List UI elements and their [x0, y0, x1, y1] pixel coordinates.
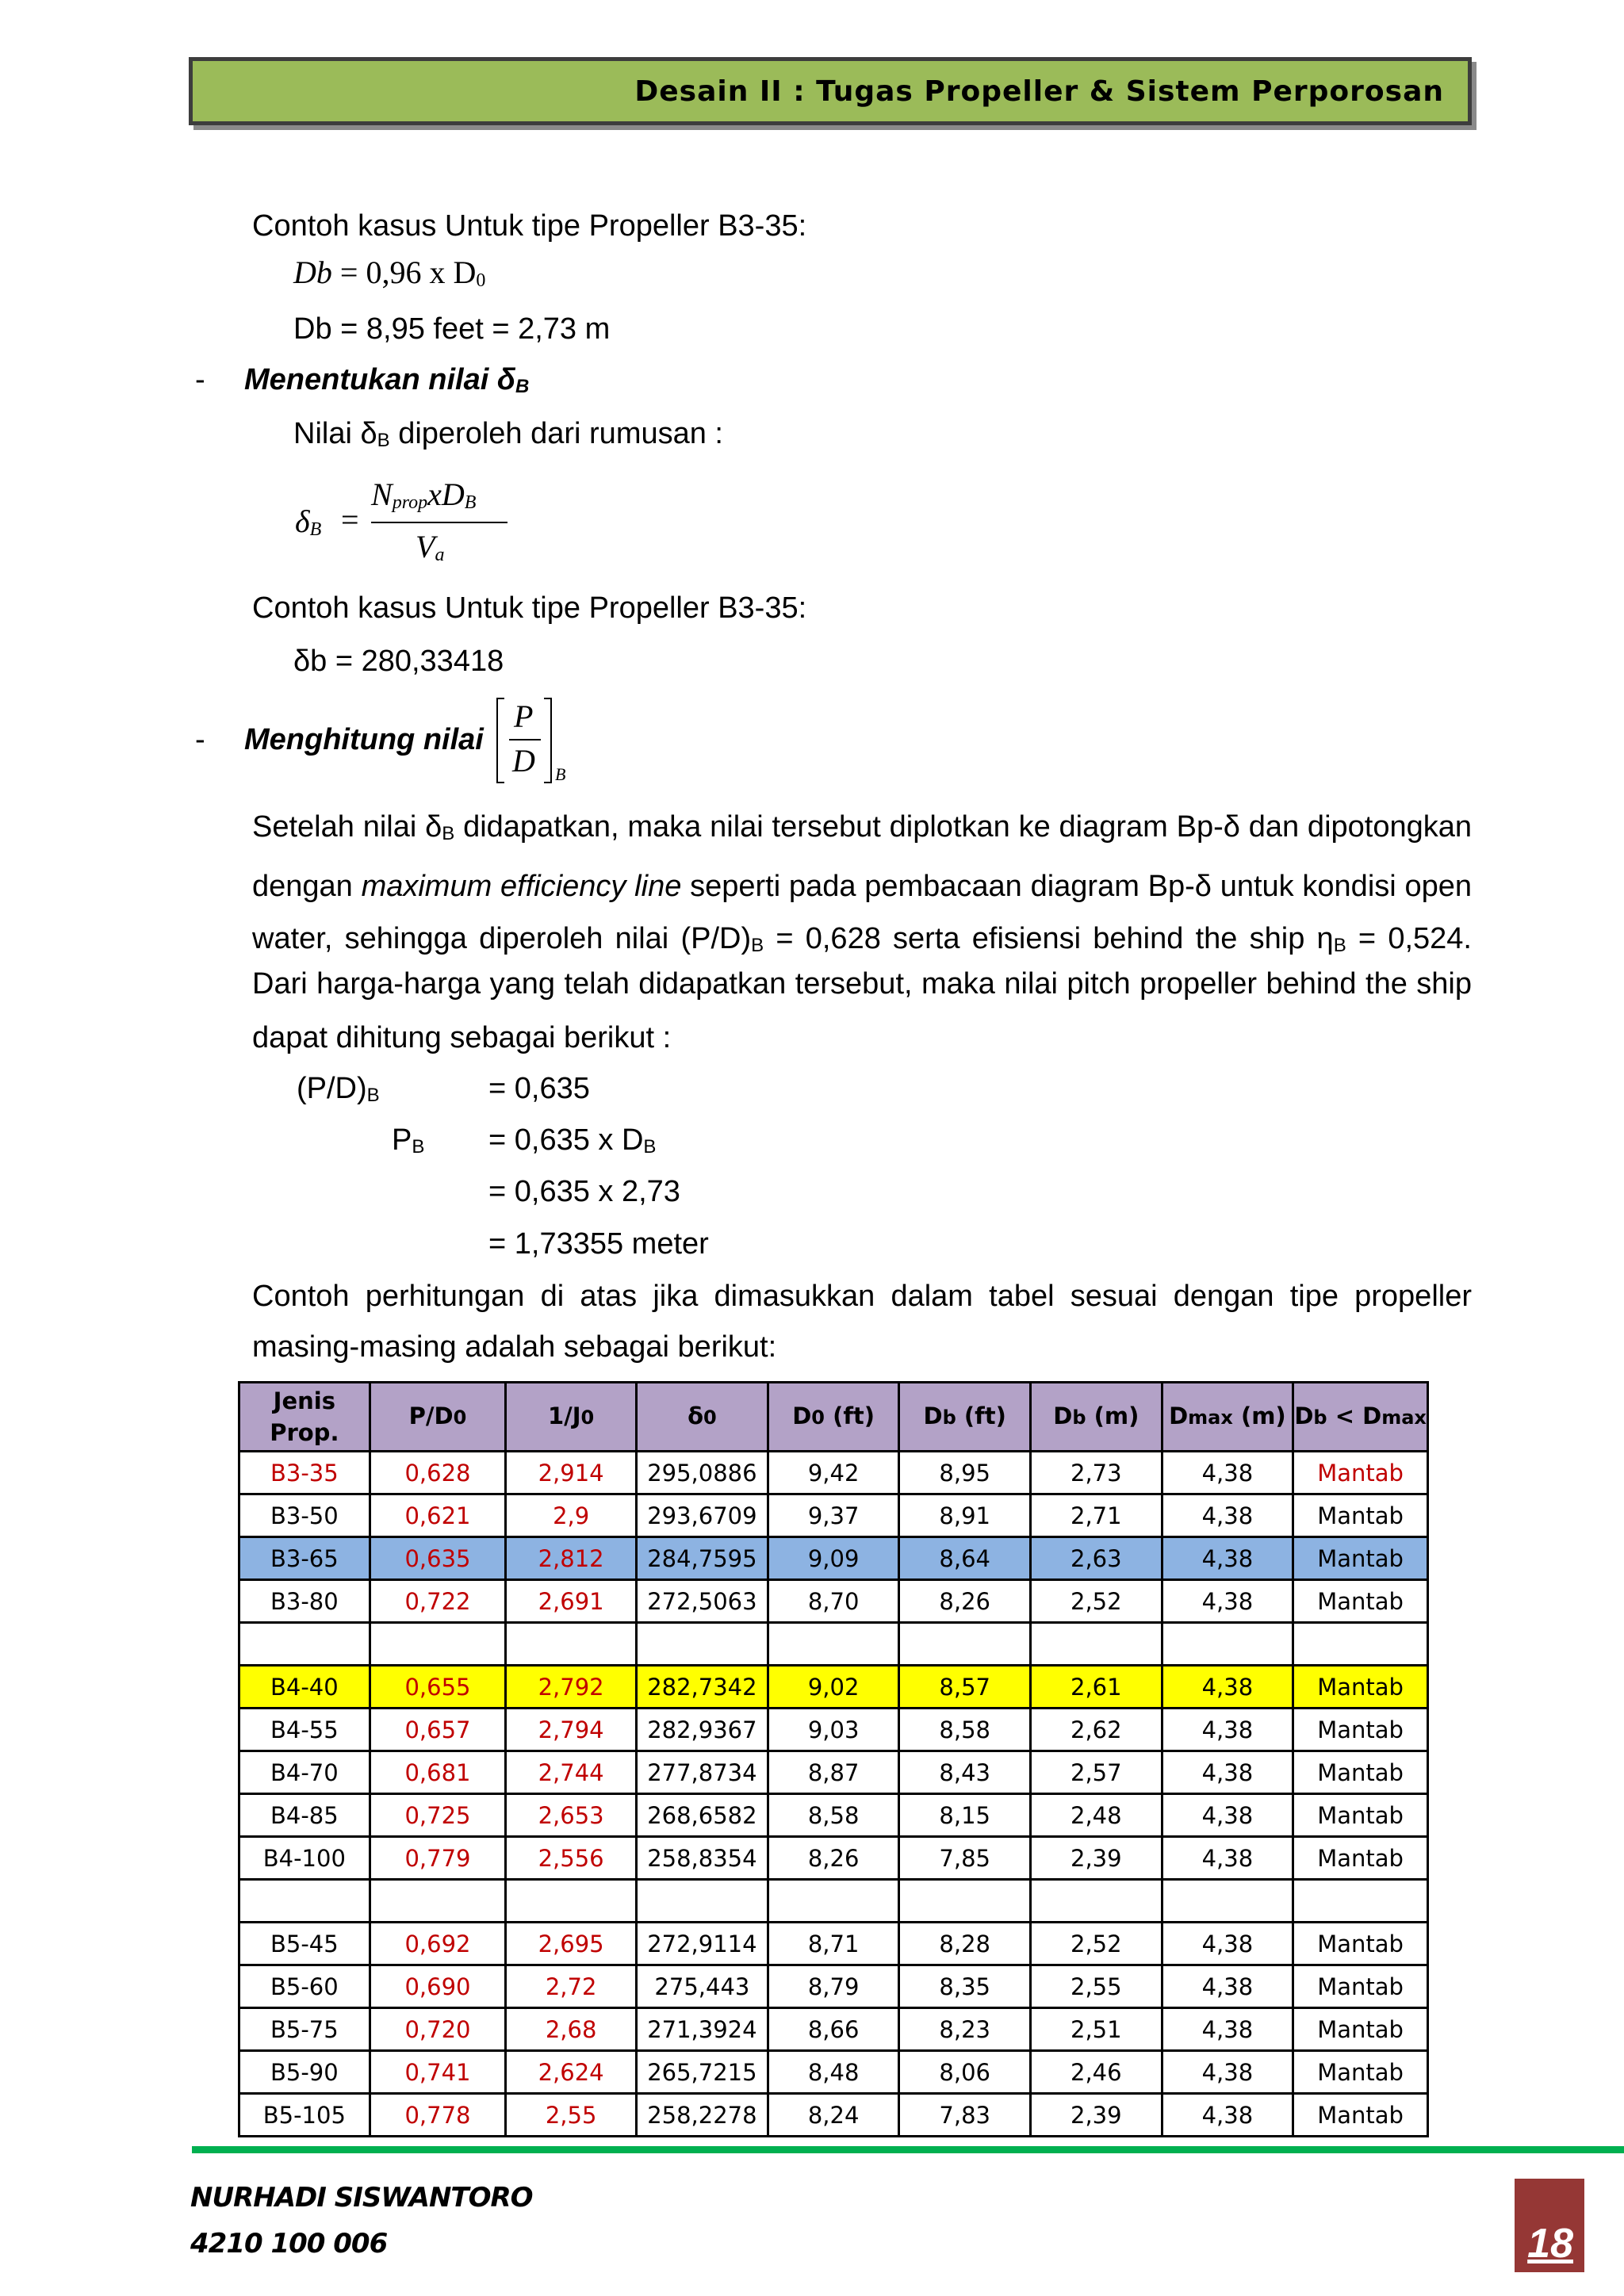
table-cell: 0,722: [370, 1580, 506, 1623]
table-row: [239, 1537, 1428, 1580]
table-cell: 9,37: [768, 1494, 899, 1537]
calc-step-2: = 0,635 x 2,73: [488, 1175, 680, 1208]
table-cell: 4,38: [1162, 1709, 1293, 1751]
table-cell: 8,06: [899, 2051, 1031, 2094]
header-delta: [636, 1383, 768, 1452]
paragraph-3-line-2: masing-masing adalah sebagai berikut:: [252, 1330, 777, 1364]
table-cell: 8,58: [899, 1709, 1031, 1751]
table-cell: 282,7342: [636, 1666, 768, 1709]
header-cmp-sub2: max: [1381, 1406, 1427, 1429]
table-cell: 4,38: [1162, 1923, 1293, 1965]
table-cell: 8,43: [899, 1751, 1031, 1794]
p1-l1-a: Setelah nilai δ: [252, 810, 442, 844]
formula-delta-num-n: N: [371, 476, 393, 512]
nilai-suffix: diperoleh dari rumusan :: [398, 417, 723, 450]
table-cell: 9,09: [768, 1537, 899, 1580]
table-cell: B4-40: [239, 1666, 370, 1709]
table-cell: 0,741: [370, 2051, 506, 2094]
table-cell: 4,38: [1162, 2008, 1293, 2051]
table-cell: [636, 1623, 768, 1666]
header-dbm-unit: (m): [1086, 1402, 1139, 1429]
table-cell: 2,52: [1031, 1580, 1162, 1623]
table-cell: 4,38: [1162, 1494, 1293, 1537]
header-jenis-2: Prop.: [270, 1419, 339, 1446]
table-cell: 4,38: [1162, 1965, 1293, 2008]
p1-l3-c: = 0,628 serta efisiensi behind the ship η: [764, 922, 1334, 955]
table-cell: 0,692: [370, 1923, 506, 1965]
bullet-1-text: Menentukan nilai: [244, 363, 489, 396]
table-cell: 2,55: [506, 2094, 637, 2137]
p1-l2-c: seperti pada pembacaan diagram Bp-δ untuk kondisi open: [690, 870, 1472, 903]
table-cell: [768, 1880, 899, 1923]
table-cell: 8,28: [899, 1923, 1031, 1965]
table-cell: 275,443: [636, 1965, 768, 2008]
paragraph-1-line-1: [252, 801, 1472, 860]
formula-delta-den: V: [416, 529, 435, 564]
table-cell: 4,38: [1162, 1452, 1293, 1494]
paragraph-1: [252, 801, 1472, 972]
header-pd-sub: 0: [453, 1406, 467, 1429]
table-cell: 2,73: [1031, 1452, 1162, 1494]
table-row: [239, 2008, 1428, 2051]
header-d0-text: D: [792, 1402, 812, 1429]
table-cell: 8,26: [768, 1837, 899, 1880]
table-cell: 272,9114: [636, 1923, 768, 1965]
table-cell: Mantab: [1293, 1452, 1428, 1494]
table-header-row: [239, 1383, 1428, 1452]
nilai-symbol-sub: B: [377, 430, 390, 451]
table-row: [239, 1923, 1428, 1965]
paragraph-2-line-1: Dari harga-harga yang telah didapatkan tersebut, maka nilai pitch propeller behind the ship: [252, 967, 1472, 1001]
table-cell: [1293, 1880, 1428, 1923]
header-dbft-unit: (ft): [956, 1402, 1006, 1429]
p1-l2-a: dengan: [252, 870, 353, 903]
formula-delta-denominator: [416, 528, 444, 566]
table-cell: 8,91: [899, 1494, 1031, 1537]
right-bracket: [544, 698, 552, 783]
bullet-2-frac-den: D: [512, 743, 535, 779]
table-cell: 2,744: [506, 1751, 637, 1794]
table-cell: [1031, 1880, 1162, 1923]
header-delta-text: δ: [688, 1402, 704, 1429]
formula-delta-num-n-sub: prop: [392, 492, 428, 513]
table-cell: 8,58: [768, 1794, 899, 1837]
table-cell: Mantab: [1293, 1965, 1428, 2008]
table-cell: B3-65: [239, 1537, 370, 1580]
table-cell: 2,794: [506, 1709, 637, 1751]
example-intro-2: Contoh kasus Untuk tipe Propeller B3-35:: [252, 591, 807, 625]
table-cell: 7,83: [899, 2094, 1031, 2137]
header-j-sub: 0: [580, 1406, 595, 1429]
table-cell: B4-100: [239, 1837, 370, 1880]
header-delta-sub: 0: [703, 1406, 717, 1429]
table-cell: 0,778: [370, 2094, 506, 2137]
table-cell: 2,653: [506, 1794, 637, 1837]
table-cell: 2,71: [1031, 1494, 1162, 1537]
table-cell: 0,628: [370, 1452, 506, 1494]
table-cell: 8,24: [768, 2094, 899, 2137]
nilai-line: [293, 415, 723, 459]
table-cell: 2,46: [1031, 2051, 1162, 2094]
table-cell: 271,3924: [636, 2008, 768, 2051]
paragraph-1-line-2: [252, 860, 1472, 913]
footer-line: [192, 2146, 1624, 2153]
calc-pb-label-sub: B: [412, 1136, 425, 1158]
table-cell: 9,03: [768, 1709, 899, 1751]
table-cell: 2,695: [506, 1923, 637, 1965]
header-j-text: 1/J: [547, 1402, 581, 1429]
table-cell: B5-90: [239, 2051, 370, 2094]
table-row: [239, 1837, 1428, 1880]
table-cell: 2,691: [506, 1580, 637, 1623]
table-cell: B3-35: [239, 1452, 370, 1494]
table-cell: 2,51: [1031, 2008, 1162, 2051]
table-cell: B5-60: [239, 1965, 370, 2008]
table-cell: 2,39: [1031, 2094, 1162, 2137]
table-cell: 277,8734: [636, 1751, 768, 1794]
header-d0: [768, 1383, 899, 1452]
table-cell: 2,72: [506, 1965, 637, 2008]
table-cell: [899, 1623, 1031, 1666]
table-cell: 0,690: [370, 1965, 506, 2008]
calc-pb-label-text: P: [392, 1123, 412, 1157]
footer-author-id: 4210 100 006: [190, 2228, 388, 2260]
table-cell: 272,5063: [636, 1580, 768, 1623]
table-cell: B3-80: [239, 1580, 370, 1623]
table-cell: 2,812: [506, 1537, 637, 1580]
table-cell: [768, 1623, 899, 1666]
header-pd-text: P/D: [408, 1402, 454, 1429]
table-cell: Mantab: [1293, 1537, 1428, 1580]
table-cell: [370, 1623, 506, 1666]
page-number: 18: [1527, 2221, 1573, 2267]
table-cell: 8,71: [768, 1923, 899, 1965]
table-cell: 8,70: [768, 1580, 899, 1623]
table-cell: 0,720: [370, 2008, 506, 2051]
table-cell: 2,52: [1031, 1923, 1162, 1965]
table-cell: 2,62: [1031, 1709, 1162, 1751]
formula-delta-b: [295, 476, 509, 574]
formula-delta-lhs: [295, 503, 321, 541]
nilai-prefix: Nilai: [293, 417, 352, 450]
header-bar: [189, 57, 1472, 125]
table-cell: 8,95: [899, 1452, 1031, 1494]
table-cell: Mantab: [1293, 2094, 1428, 2137]
table-cell: Mantab: [1293, 1837, 1428, 1880]
table-cell: 2,55: [1031, 1965, 1162, 2008]
table-cell: 2,39: [1031, 1837, 1162, 1880]
table-row: [239, 1751, 1428, 1794]
table-cell: 9,02: [768, 1666, 899, 1709]
table-cell: [1293, 1623, 1428, 1666]
p1-l1-c: didapatkan, maka nilai tersebut diplotkan ke diagram Bp-δ dan dipotongkan: [454, 810, 1473, 844]
table-cell: 282,9367: [636, 1709, 768, 1751]
header-d0-unit: (ft): [824, 1402, 875, 1429]
table-cell: Mantab: [1293, 1709, 1428, 1751]
page-number-box: [1515, 2179, 1584, 2272]
table-row: [239, 1794, 1428, 1837]
table-cell: 295,0886: [636, 1452, 768, 1494]
table-cell: 2,792: [506, 1666, 637, 1709]
table-cell: 0,725: [370, 1794, 506, 1837]
table-cell: 4,38: [1162, 1537, 1293, 1580]
bullet-1-symbol: δ: [496, 363, 516, 396]
bullet-2-text: Menghitung nilai: [244, 723, 484, 756]
table-cell: 2,9: [506, 1494, 637, 1537]
delta-b-value: δb = 280,33418: [293, 645, 504, 678]
header-dbm-text: D: [1053, 1402, 1073, 1429]
calc-step-3: = 1,73355 meter: [488, 1227, 709, 1261]
table-cell: 8,79: [768, 1965, 899, 2008]
nilai-symbol: δ: [360, 417, 377, 450]
table-cell: 8,15: [899, 1794, 1031, 1837]
table-cell: Mantab: [1293, 1580, 1428, 1623]
formula-delta-eq: =: [341, 502, 359, 538]
table-cell: [239, 1623, 370, 1666]
table-cell: Mantab: [1293, 1794, 1428, 1837]
formula-delta-num-rest: xD: [427, 476, 465, 512]
table-cell: 8,66: [768, 2008, 899, 2051]
table-row: [239, 2094, 1428, 2137]
db-value: Db = 8,95 feet = 2,73 m: [293, 312, 611, 346]
table-cell: Mantab: [1293, 1751, 1428, 1794]
table-row: [239, 1623, 1428, 1666]
p1-l3-e: = 0,524.: [1346, 922, 1472, 955]
table-cell: [370, 1880, 506, 1923]
table-cell: 4,38: [1162, 1837, 1293, 1880]
calc-pd-value: = 0,635: [488, 1072, 590, 1105]
formula-delta-lhs-sub: B: [309, 519, 322, 540]
bullet-2-dash: -: [195, 723, 205, 756]
table-row: [239, 1880, 1428, 1923]
table-cell: 7,85: [899, 1837, 1031, 1880]
header-dmax-sub: max: [1188, 1406, 1233, 1429]
table-cell: 0,635: [370, 1537, 506, 1580]
table-cell: Mantab: [1293, 2051, 1428, 2094]
table-row: [239, 1452, 1428, 1494]
header-title: Desain II : Tugas Propeller & Sistem Perporosan: [634, 75, 1444, 108]
table-cell: B5-45: [239, 1923, 370, 1965]
table-cell: B4-85: [239, 1794, 370, 1837]
table-row: [239, 1666, 1428, 1709]
header-dmax-text: D: [1169, 1402, 1189, 1429]
table-cell: B5-105: [239, 2094, 370, 2137]
table-cell: 2,57: [1031, 1751, 1162, 1794]
example-intro-1: Contoh kasus Untuk tipe Propeller B3-35:: [252, 209, 807, 243]
paragraph-2-line-2: dapat dihitung sebagai berikut :: [252, 1021, 672, 1054]
calc-pb-value: [488, 1122, 656, 1165]
formula-db-lhs: Db: [293, 254, 332, 290]
header-cmp-sub1: b: [1313, 1406, 1327, 1429]
table-cell: [1162, 1880, 1293, 1923]
bullet-1: [244, 362, 529, 405]
p1-l2-b: maximum efficiency line: [361, 870, 682, 903]
formula-delta-lhs-symbol: δ: [295, 503, 310, 539]
header-dmax: [1162, 1383, 1293, 1452]
table-cell: B5-75: [239, 2008, 370, 2051]
table-cell: 8,57: [899, 1666, 1031, 1709]
table-cell: 4,38: [1162, 1666, 1293, 1709]
paragraph-3-line-1: Contoh perhitungan di atas jika dimasukkan dalam tabel sesuai dengan tipe propeller: [252, 1280, 1472, 1313]
formula-delta-fraction-bar: [371, 522, 508, 523]
table-cell: 8,26: [899, 1580, 1031, 1623]
header-dbft-sub: b: [942, 1406, 956, 1429]
table-cell: 2,914: [506, 1452, 637, 1494]
p1-l3-d: B: [1333, 935, 1346, 956]
bullet-2-frac-bar: [509, 739, 541, 740]
header-db-m: [1031, 1383, 1162, 1452]
table-cell: 258,8354: [636, 1837, 768, 1880]
p1-l3-a: water, sehingga diperoleh nilai (P/D): [252, 922, 752, 955]
table-cell: Mantab: [1293, 1494, 1428, 1537]
table-cell: B4-70: [239, 1751, 370, 1794]
table-cell: 2,48: [1031, 1794, 1162, 1837]
table-cell: 2,63: [1031, 1537, 1162, 1580]
table-cell: 4,38: [1162, 1751, 1293, 1794]
table-cell: [506, 1623, 637, 1666]
header-dmax-unit: (m): [1232, 1402, 1286, 1429]
header-jenis: [239, 1383, 370, 1452]
table-row: [239, 1965, 1428, 2008]
footer-author-name: NURHADI SISWANTORO: [190, 2182, 533, 2214]
table-cell: 0,621: [370, 1494, 506, 1537]
table-cell: 258,2278: [636, 2094, 768, 2137]
formula-db: [293, 254, 485, 292]
bullet-1-symbol-sub: B: [515, 376, 530, 397]
calc-pb-value-text: = 0,635 x D: [488, 1123, 644, 1157]
bullet-2-frac-sub: B: [555, 764, 566, 784]
propeller-table: [238, 1381, 1429, 2137]
header-pd: [370, 1383, 506, 1452]
table-row: [239, 1494, 1428, 1537]
header-jenis-1: Jenis: [273, 1387, 335, 1414]
table-cell: 0,655: [370, 1666, 506, 1709]
header-cmp-a: D: [1294, 1402, 1314, 1429]
table-cell: 9,42: [768, 1452, 899, 1494]
table-body: [239, 1452, 1428, 2137]
table-cell: 8,87: [768, 1751, 899, 1794]
header-dbm-sub: b: [1072, 1406, 1086, 1429]
table-cell: Mantab: [1293, 1666, 1428, 1709]
header-db-ft: [899, 1383, 1031, 1452]
table-cell: [1162, 1623, 1293, 1666]
calc-pd-label-sub: B: [366, 1085, 380, 1106]
table-cell: 0,681: [370, 1751, 506, 1794]
header-j: [506, 1383, 637, 1452]
table-row: [239, 1580, 1428, 1623]
bullet-2-fraction: [496, 698, 576, 783]
table-cell: 4,38: [1162, 1580, 1293, 1623]
table-cell: Mantab: [1293, 1923, 1428, 1965]
table-cell: 0,779: [370, 1837, 506, 1880]
calc-pb-value-sub: B: [643, 1136, 657, 1158]
table-cell: 8,48: [768, 2051, 899, 2094]
formula-delta-den-sub: a: [435, 545, 445, 565]
table-cell: 4,38: [1162, 2051, 1293, 2094]
table-cell: 284,7595: [636, 1537, 768, 1580]
formula-db-sub: 0: [476, 270, 486, 291]
p1-l3-b: B: [751, 935, 764, 956]
table-cell: 2,68: [506, 2008, 637, 2051]
table-cell: B4-55: [239, 1709, 370, 1751]
formula-db-rhs: = 0,96 x D: [339, 254, 477, 290]
table-cell: 4,38: [1162, 2094, 1293, 2137]
table-cell: Mantab: [1293, 2008, 1428, 2051]
header-cmp-b: < D: [1327, 1402, 1382, 1429]
table-cell: [636, 1880, 768, 1923]
table-cell: [1031, 1623, 1162, 1666]
bullet-2-frac-num: P: [514, 698, 534, 734]
formula-delta-num-rest-sub: B: [464, 492, 477, 513]
table-cell: 8,64: [899, 1537, 1031, 1580]
table-cell: 293,6709: [636, 1494, 768, 1537]
header-compare: [1293, 1383, 1428, 1452]
header-dbft-text: D: [923, 1402, 943, 1429]
bullet-1-dash: -: [195, 363, 205, 396]
table-cell: [506, 1880, 637, 1923]
calc-pb-label: [392, 1122, 424, 1165]
table-cell: 2,61: [1031, 1666, 1162, 1709]
left-bracket: [496, 698, 504, 783]
table-cell: [899, 1880, 1031, 1923]
calc-pd-label-text: (P/D): [297, 1072, 367, 1105]
table-cell: [239, 1880, 370, 1923]
table-row: [239, 1709, 1428, 1751]
table-cell: 2,624: [506, 2051, 637, 2094]
table-cell: 8,23: [899, 2008, 1031, 2051]
table-cell: 268,6582: [636, 1794, 768, 1837]
table-cell: B3-50: [239, 1494, 370, 1537]
calc-pd-label: [297, 1070, 380, 1114]
table-row: [239, 2051, 1428, 2094]
table-cell: 4,38: [1162, 1794, 1293, 1837]
p1-l1-b: B: [442, 823, 455, 844]
table-cell: 0,657: [370, 1709, 506, 1751]
table-cell: 265,7215: [636, 2051, 768, 2094]
table-cell: 8,35: [899, 1965, 1031, 2008]
table-cell: 2,556: [506, 1837, 637, 1880]
header-d0-sub: 0: [811, 1406, 825, 1429]
formula-delta-numerator: [371, 476, 476, 514]
